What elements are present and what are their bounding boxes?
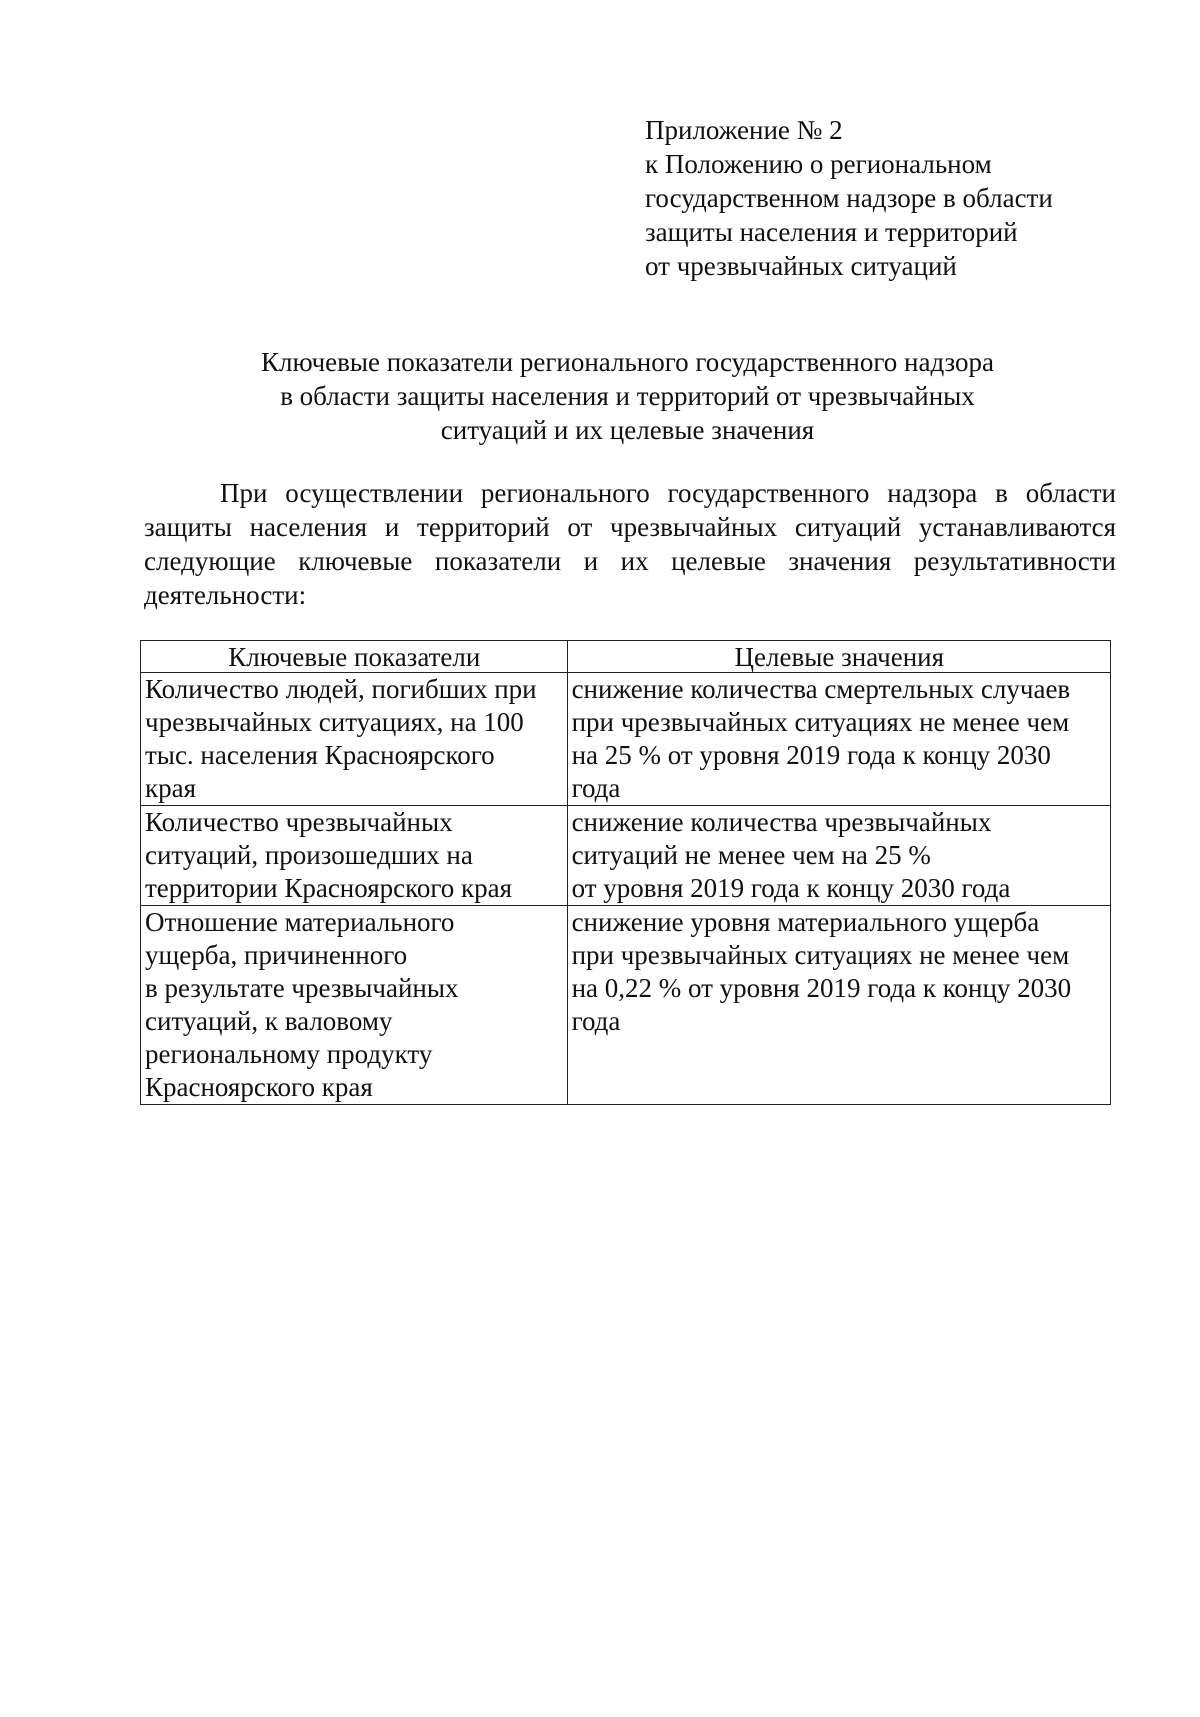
cell-text-line: края [145, 773, 197, 803]
cell-text-line: года [571, 1006, 621, 1036]
table-row [141, 673, 1111, 806]
cell-text-line: Количество людей, погибших при [145, 674, 537, 704]
cell-text-line: чрезвычайных ситуациях, на 100 [145, 707, 524, 737]
title-line: ситуаций и их целевые значения [440, 415, 815, 445]
cell-text-line: при чрезвычайных ситуациях не менее чем [571, 707, 1070, 737]
cell-text-line: на 0,22 % от уровня 2019 года к концу 2030 [571, 973, 1072, 1003]
cell-text-line: Красноярского края [145, 1072, 373, 1102]
appendix-reference [645, 113, 1125, 283]
cell-text-line: в результате чрезвычайных [145, 973, 459, 1003]
cell-text-line: года [571, 773, 621, 803]
appendix-line: государственном надзоре в области [645, 183, 1053, 213]
appendix-line: к Положению о региональном [645, 149, 992, 179]
cell-text-line: Отношение материального [145, 907, 455, 937]
title-line: Ключевые показатели регионального государственного надзора [260, 347, 995, 377]
appendix-line: защиты населения и территорий [645, 217, 1018, 247]
cell-text-line: ущерба, причиненного [145, 940, 408, 970]
cell-text-line: от уровня 2019 года к концу 2030 года [571, 873, 1011, 903]
appendix-line: от чрезвычайных ситуаций [645, 251, 957, 281]
document-title [140, 345, 1115, 447]
header-target-values: Целевые значения [567, 641, 1110, 673]
indicator-cell [141, 673, 568, 806]
cell-text-line: ситуаций, произошедших на [145, 840, 473, 870]
table-row [141, 806, 1111, 906]
cell-text-line: на 25 % от уровня 2019 года к концу 2030 [571, 740, 1051, 770]
appendix-line: Приложение № 2 [645, 115, 843, 145]
indicator-cell [141, 806, 568, 906]
target-cell [567, 673, 1110, 806]
target-cell [567, 906, 1110, 1105]
cell-text-line: при чрезвычайных ситуациях не менее чем [571, 940, 1070, 970]
cell-text-line: ситуаций не менее чем на 25 % [571, 840, 931, 870]
cell-text-line: снижение количества чрезвычайных [571, 807, 992, 837]
cell-text-line: снижение количества смертельных случаев [571, 674, 1071, 704]
cell-text-line: ситуаций, к валовому [145, 1006, 393, 1036]
cell-text-line: Количество чрезвычайных [145, 807, 453, 837]
title-line: в области защиты населения и территорий от чрезвычайных [280, 381, 975, 411]
table-row [141, 906, 1111, 1105]
table-header-row [141, 641, 1111, 673]
intro-paragraph: При осуществлении регионального государственного надзора в области защиты населения и территорий от чрезвычайных ситуаций устанавливаются следующие ключевые показатели и их целевые значения результативности деятельности: [144, 478, 1116, 610]
cell-text-line: тыс. населения Красноярского [145, 740, 495, 770]
indicators-table [140, 640, 1111, 1105]
target-cell [567, 806, 1110, 906]
cell-text-line: снижение уровня материального ущерба [571, 907, 1040, 937]
header-key-indicators: Ключевые показатели [141, 641, 568, 673]
cell-text-line: региональному продукту [145, 1039, 433, 1069]
indicator-cell [141, 906, 568, 1105]
cell-text-line: территории Красноярского края [145, 873, 513, 903]
